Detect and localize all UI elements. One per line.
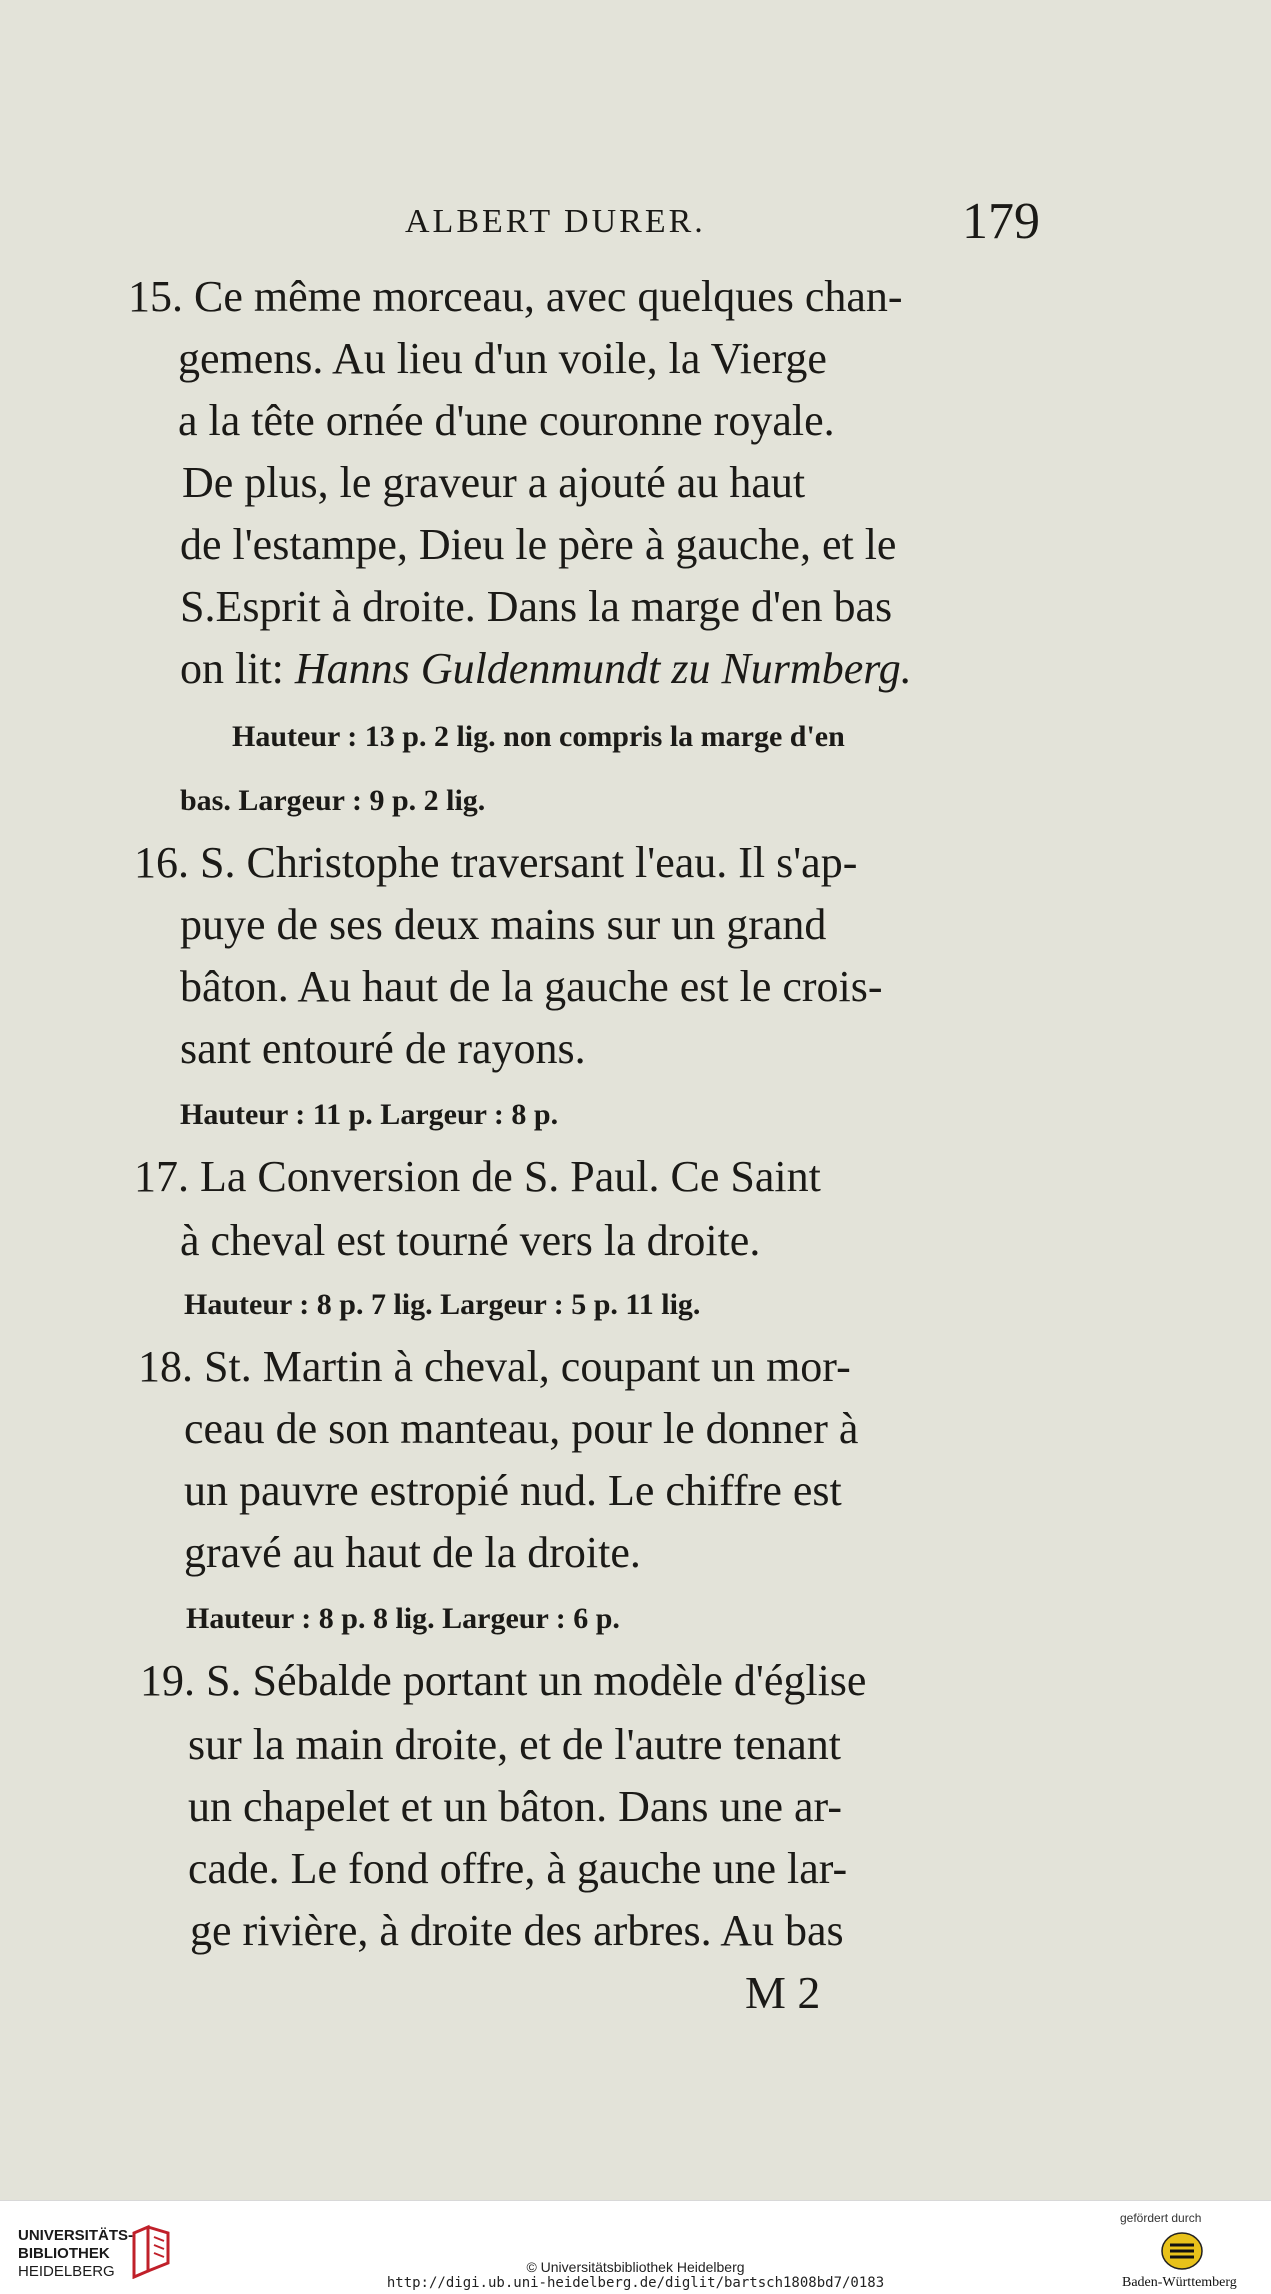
entry-18-line-3: un pauvre estropié nud. Le chiffre est xyxy=(184,1466,842,1515)
entry-17-line-1: 17. La Conversion de S. Paul. Ce Saint xyxy=(134,1152,821,1201)
entry-19-line-3: un chapelet et un bâton. Dans une ar- xyxy=(188,1782,842,1831)
entry-18-line-2: ceau de son manteau, pour le donner à xyxy=(184,1404,859,1453)
entry-18-line-4: gravé au haut de la droite. xyxy=(184,1528,641,1577)
funded-by-label: gefördert durch xyxy=(1120,2211,1202,2225)
entry-16-line-1: 16. S. Christophe traversant l'eau. Il s'ap- xyxy=(134,838,858,887)
footer-bar xyxy=(0,2200,1271,2294)
entry-16-dimensions: Hauteur : 11 p. Largeur : 8 p. xyxy=(180,1098,559,1131)
entry-17-line-2: à cheval est tourné vers la droite. xyxy=(180,1216,761,1265)
library-name-line-1: UNIVERSITÄTS- xyxy=(18,2227,134,2244)
funder-name: Baden-Württemberg xyxy=(1122,2275,1237,2290)
entry-16-line-2: puye de ses deux mains sur un grand xyxy=(180,900,827,949)
library-name-line-2: BIBLIOTHEK xyxy=(18,2245,110,2262)
entry-17-dimensions: Hauteur : 8 p. 7 lig. Largeur : 5 p. 11 lig. xyxy=(184,1288,701,1321)
copyright-notice: © Universitätsbibliothek Heidelberg xyxy=(526,2259,745,2275)
library-name-line-3: HEIDELBERG xyxy=(18,2263,115,2280)
baden-wuerttemberg-emblem-icon[interactable] xyxy=(1157,2229,1207,2273)
entry-19-line-2: sur la main droite, et de l'autre tenant xyxy=(188,1720,842,1769)
entry-15-line-7-prefix: on lit: xyxy=(180,644,295,693)
running-title: ALBERT DURER. xyxy=(405,203,706,240)
page-header xyxy=(0,193,1271,258)
entry-15-dimensions-2: bas. Largeur : 9 p. 2 lig. xyxy=(180,784,486,817)
entry-15-line-7 xyxy=(180,638,912,700)
entry-16-line-3: bâton. Au haut de la gauche est le crois- xyxy=(180,962,883,1011)
entry-15-line-1: 15. Ce même morceau, avec quelques chan- xyxy=(128,272,903,321)
entry-16-line-4: sant entouré de rayons. xyxy=(180,1024,586,1073)
entry-18-dimensions: Hauteur : 8 p. 8 lig. Largeur : 6 p. xyxy=(186,1602,620,1635)
entry-15-line-4: De plus, le graveur a ajouté au haut xyxy=(182,458,806,507)
entry-19-line-1: 19. S. Sébalde portant un modèle d'église xyxy=(140,1656,867,1705)
entry-19-line-5: ge rivière, à droite des arbres. Au bas xyxy=(190,1906,844,1955)
entry-15-inscription: Hanns Guldenmundt zu Nurmberg. xyxy=(294,644,912,693)
entry-15-line-6: S.Esprit à droite. Dans la marge d'en bas xyxy=(180,582,893,631)
entry-19-line-4: cade. Le fond offre, à gauche une lar- xyxy=(188,1844,848,1893)
permalink-url[interactable]: http://digi.ub.uni-heidelberg.de/diglit/bartsch1808bd7/0183 xyxy=(386,2275,885,2291)
entry-15-dimensions-1: Hauteur : 13 p. 2 lig. non compris la marge d'en xyxy=(232,720,845,753)
entry-15-line-2: gemens. Au lieu d'un voile, la Vierge xyxy=(178,334,827,383)
entry-18-line-1: 18. St. Martin à cheval, coupant un mor- xyxy=(138,1342,851,1391)
entry-15-line-5: de l'estampe, Dieu le père à gauche, et le xyxy=(180,520,897,569)
signature-mark: M 2 xyxy=(745,1967,821,2018)
entry-15-line-3: a la tête ornée d'une couronne royale. xyxy=(178,396,835,445)
page-number: 179 xyxy=(962,193,1040,250)
